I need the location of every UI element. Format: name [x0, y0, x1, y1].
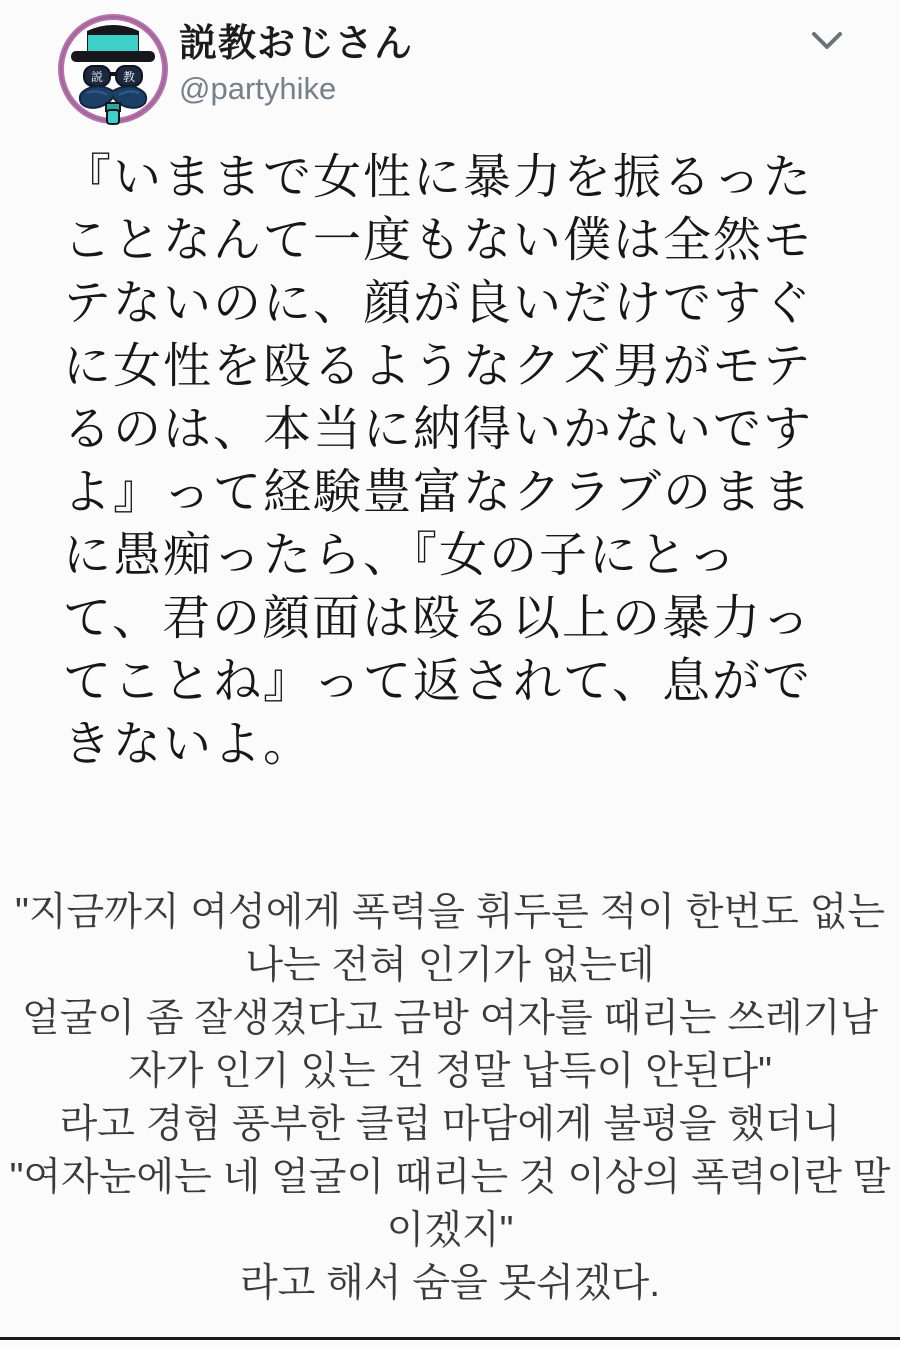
translation-line: 이겠지" — [386, 1209, 514, 1252]
tweet-text-line: に愚痴ったら、『女の子にとっ — [63, 529, 739, 582]
tweet-header — [0, 0, 900, 135]
author-handle[interactable]: @partyhike — [179, 71, 337, 106]
translation-line: "여자눈에는 네 얼굴이 때리는 것 이상의 폭력이란 말 — [9, 1156, 891, 1199]
tweet-text-line: に女性を殴るようなクズ男がモテ — [63, 340, 813, 393]
svg-text:教: 教 — [122, 70, 136, 84]
chevron-down-icon[interactable] — [810, 28, 844, 54]
author-display-name[interactable]: 説教おじさん — [179, 23, 414, 65]
korean-translation — [0, 886, 900, 1310]
avatar[interactable] — [57, 13, 169, 125]
tweet-text-line: て、君の顔面は殴る以上の暴力っ — [63, 592, 813, 645]
tweet-text-line: きないよ。 — [63, 718, 314, 771]
author-block — [179, 21, 413, 109]
translation-line: 라고 경험 풍부한 클럽 마담에게 불평을 했더니 — [59, 1103, 841, 1146]
svg-text:説: 説 — [90, 70, 104, 84]
translation-line: 라고 해서 숨을 못쉬겠다. — [239, 1262, 661, 1305]
translation-line: "지금까지 여성에게 폭력을 휘두른 적이 한번도 없는 — [14, 891, 885, 934]
translation-line: 얼굴이 좀 잘생겼다고 금방 여자를 때리는 쓰레기남 — [21, 997, 879, 1040]
translation-line: 자가 인기 있는 건 정말 납득이 안된다" — [128, 1050, 772, 1093]
tweet-text-line: テないのに、顔が良いだけですぐ — [63, 277, 814, 330]
translation-line: 나는 전혀 인기가 없는데 — [245, 944, 655, 987]
tweet-body-text — [63, 146, 853, 776]
tweet-text-line: 『いままで女性に暴力を振るった — [63, 151, 814, 204]
tweet-text-line: るのは、本当に納得いかないです — [63, 403, 814, 456]
tweet-text-line: ことなんて一度もない僕は全然モ — [63, 214, 814, 267]
mustache-man-avatar-icon — [57, 13, 169, 125]
tweet-text-line: よ』って経験豊富なクラブのまま — [63, 466, 814, 519]
tweet-text-line: てことね』って返されて、息がで — [63, 655, 813, 708]
bottom-divider — [0, 1337, 900, 1340]
